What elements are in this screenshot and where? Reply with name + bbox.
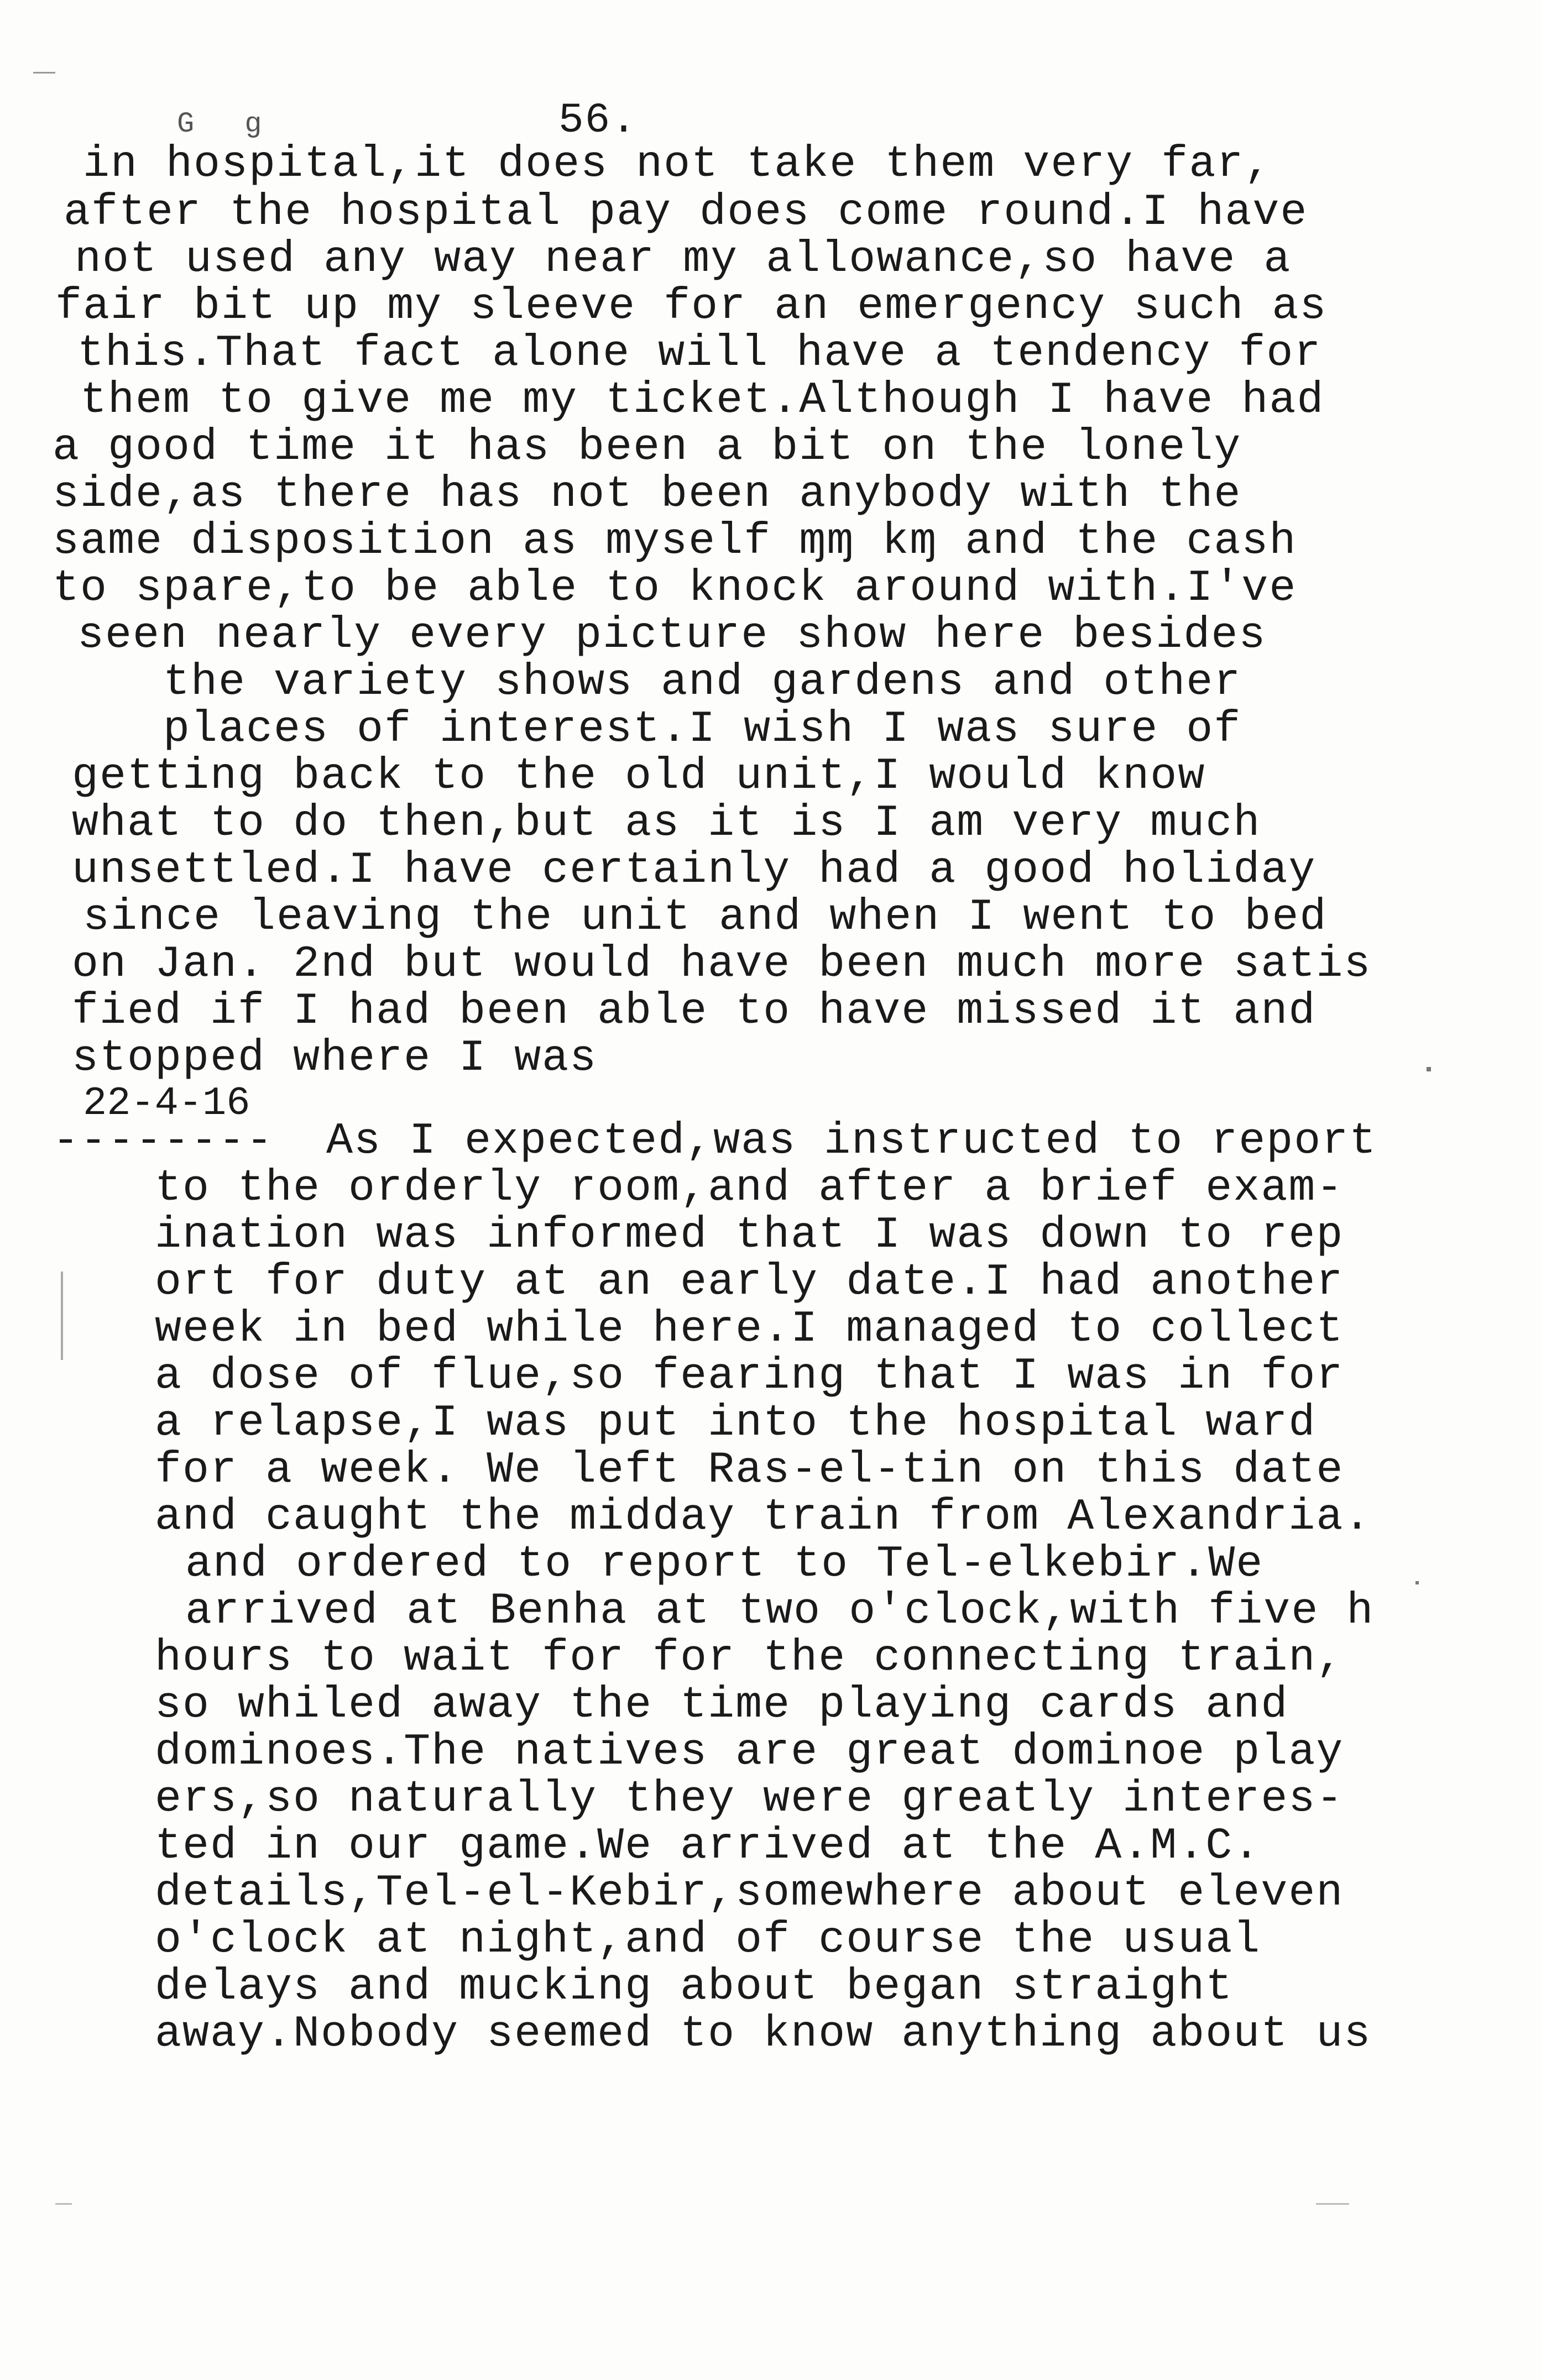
text-line: delays and mucking about began straight bbox=[155, 1962, 1234, 2012]
text-line: not used any way near my allowance,so have a bbox=[75, 234, 1292, 285]
text-line: away.Nobody seemed to know anything about us bbox=[155, 2009, 1372, 2059]
text-line: o'clock at night,and of course the usual bbox=[155, 1915, 1261, 1965]
text-line: what to do then,but as it is I am very much bbox=[72, 798, 1261, 849]
scan-artifact bbox=[1316, 2203, 1349, 2205]
text-line: arrived at Benha at two o'clock,with five h bbox=[185, 1586, 1375, 1636]
text-line: a good time it has been a bit on the lonely bbox=[53, 422, 1242, 473]
text-line: As I expected,was instructed to report bbox=[326, 1116, 1377, 1167]
text-line: the variety shows and gardens and other bbox=[163, 657, 1242, 708]
text-line: ination was informed that I was down to rep bbox=[155, 1210, 1344, 1260]
text-line: on Jan. 2nd but would have been much more satis bbox=[72, 939, 1372, 990]
page-number: 56. bbox=[558, 97, 638, 144]
text-line: fair bit up my sleeve for an emergency such as bbox=[55, 281, 1328, 332]
text-line: side,as there has not been anybody with the bbox=[53, 469, 1242, 520]
text-line: week in bed while here.I managed to collect bbox=[155, 1304, 1344, 1354]
text-line: a relapse,I was put into the hospital ward bbox=[155, 1398, 1317, 1448]
text-line: to spare,to be able to knock around with.I've bbox=[53, 563, 1297, 614]
text-line: same disposition as myself ɱɱ kɱ and the cash bbox=[53, 516, 1297, 567]
entry-underline: -------- bbox=[53, 1116, 274, 1167]
text-line: dominoes.The natives are great dominoe play bbox=[155, 1727, 1344, 1777]
text-line: this.That fact alone will have a tendency for bbox=[77, 328, 1322, 379]
scan-artifact bbox=[1415, 1581, 1419, 1584]
text-line: since leaving the unit and when I went to bed bbox=[83, 892, 1328, 943]
text-line: in hospital,it does not take them very far, bbox=[83, 139, 1272, 190]
text-line: and caught the midday train from Alexandria. bbox=[155, 1492, 1372, 1542]
text-line: seen nearly every picture show here besides bbox=[77, 610, 1267, 661]
text-line: unsettled.I have certainly had a good holiday bbox=[72, 845, 1317, 896]
scan-artifact bbox=[61, 1272, 63, 1360]
scan-artifact bbox=[1427, 1067, 1431, 1071]
scan-artifact bbox=[55, 2203, 72, 2205]
text-line: fied if I had been able to have missed it and bbox=[72, 986, 1317, 1037]
text-line: and ordered to report to Tel-elkebir.We bbox=[185, 1539, 1264, 1589]
text-line: places of interest.I wish I was sure of bbox=[163, 704, 1242, 755]
text-line: them to give me my ticket.Although I have had bbox=[80, 375, 1325, 426]
stray-marks: G g bbox=[177, 108, 279, 140]
text-line: details,Tel-el-Kebir,somewhere about eleven bbox=[155, 1868, 1344, 1918]
text-line: to the orderly room,and after a brief exam- bbox=[155, 1163, 1344, 1213]
text-line: stopped where I was bbox=[72, 1033, 598, 1084]
text-line: hours to wait for for the connecting train, bbox=[155, 1633, 1344, 1683]
text-line: ort for duty at an early date.I had another bbox=[155, 1257, 1344, 1307]
text-line: for a week. We left Ras-el-tin on this date bbox=[155, 1445, 1344, 1495]
text-line: ers,so naturally they were greatly interes- bbox=[155, 1774, 1344, 1824]
text-line: after the hospital pay does come round.I have bbox=[64, 187, 1308, 238]
text-line: so whiled away the time playing cards and bbox=[155, 1680, 1289, 1730]
text-line: a dose of flue,so fearing that I was in for bbox=[155, 1351, 1344, 1401]
scan-artifact bbox=[33, 72, 55, 74]
text-line: ted in our game.We arrived at the A.M.C. bbox=[155, 1821, 1261, 1871]
text-line: getting back to the old unit,I would know bbox=[72, 751, 1206, 802]
entry-date: 22-4-16 bbox=[83, 1081, 250, 1126]
